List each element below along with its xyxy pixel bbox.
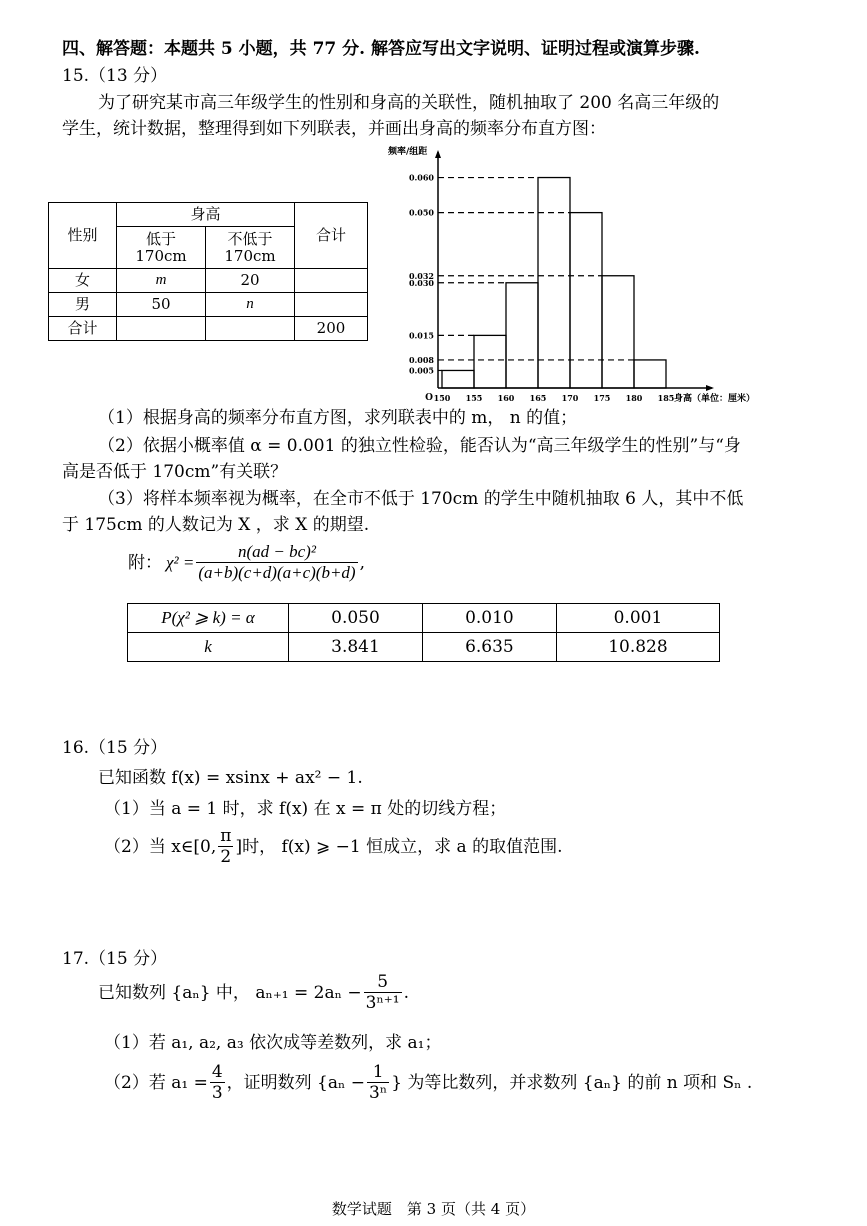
question-17-intro: [98, 972, 409, 1013]
page-footer: 数学试题 第 3 页（共 4 页）: [331, 1200, 536, 1218]
fraction-numerator: 4: [211, 1062, 223, 1082]
cell-total-low: [117, 317, 206, 341]
question-15-number: 15.（13 分）: [62, 66, 168, 86]
fraction-numerator: 1: [367, 1062, 389, 1083]
y-tick-label: 0.050: [408, 207, 434, 218]
row-label: 女: [49, 269, 117, 293]
question-15-part3-line1: （3）将样本频率视为概率，在全市不低于 170cm 的学生中随机抽取 6 人，其中不低: [98, 489, 744, 509]
geometric-term-fraction: [367, 1062, 389, 1103]
formula-lhs: χ² =: [166, 552, 195, 572]
q16-part2-text-a: （2）当 x∈[0,: [104, 836, 217, 857]
fraction-denominator: 3ⁿ: [369, 1083, 388, 1103]
x-tick-label: 175: [593, 393, 611, 403]
y-tick-label: 0.060: [408, 172, 434, 183]
gender-header: 性别: [49, 203, 117, 269]
origin-label: O: [425, 393, 433, 403]
question-15-part3-line2: 于 175cm 的人数记为 X ，求 X 的期望.: [62, 515, 370, 535]
question-15-intro-line1: 为了研究某市高三年级学生的性别和身高的关联性，随机抽取了 200 名高三年级的: [98, 93, 720, 113]
y-tick-label: 0.008: [408, 354, 434, 365]
q17-intro-text-a: 已知数列 {aₙ} 中， aₙ₊₁ = 2aₙ −: [98, 982, 362, 1003]
cell-female-total: [295, 269, 368, 293]
formula-numerator: n(ad − bc)²: [196, 542, 357, 563]
question-17-number: 17.（15 分）: [62, 949, 168, 969]
histogram-bar: [506, 283, 538, 388]
x-tick-label: 185: [657, 393, 675, 403]
q17-intro-text-b: .: [403, 982, 409, 1003]
cell-male-low: 50: [117, 293, 206, 317]
question-16-number: 16.（15 分）: [62, 738, 168, 758]
q17-part2-text-c: } 为等比数列，并求数列 {aₙ} 的前 n 项和 Sₙ .: [391, 1072, 753, 1093]
x-tick-label: 180: [625, 393, 643, 403]
chi-square-formula: 附： χ² = $\frac{\text{n(ad − bc)²}}{(a+b)(c+d)(a+c)(b+d)}$ ,: [128, 542, 365, 582]
q16-part2-text-b: ]时， f(x) ⩾ −1 恒成立，求 a 的取值范围.: [235, 836, 563, 857]
height-header: 身高: [117, 203, 295, 227]
cell-female-high: 20: [206, 269, 295, 293]
cell-total-high: [206, 317, 295, 341]
x-tick-label: 170: [561, 393, 579, 403]
x-tick-label: 150: [433, 393, 451, 403]
a1-fraction: [210, 1062, 225, 1103]
histogram-bar: [538, 178, 570, 388]
histogram-bar: [570, 213, 602, 388]
question-15-part2-line1: （2）依据小概率值 α = 0.001 的独立性检验，能否认为“高三年级学生的性别”与“身: [98, 436, 741, 456]
pi-over-two-fraction: [218, 826, 233, 867]
question-15-intro-line2: 学生，统计数据，整理得到如下列联表，并画出身高的频率分布直方图：: [62, 119, 606, 139]
contingency-table: [48, 202, 368, 341]
cell-male-total: [295, 293, 368, 317]
y-axis-label: 频率/组距: [388, 147, 428, 157]
formula-denominator: (a+b)(c+d)(a+c)(b+d): [198, 563, 356, 582]
question-15-part1: （1）根据身高的频率分布直方图，求列联表中的 m， n 的值；: [98, 408, 578, 428]
q17-part2-text-a: （2）若 a₁ =: [104, 1072, 208, 1093]
x-axis-arrow: [706, 385, 714, 391]
x-tick-label: 165: [529, 393, 547, 403]
section-header: 四、解答题：本题共 5 小题，共 77 分. 解答应写出文字说明、证明过程或演算步骤.: [62, 39, 700, 59]
k-value: 10.828: [556, 633, 719, 662]
y-tick-label: 0.032: [408, 270, 434, 281]
x-axis-label: 身高（单位：厘米）: [674, 394, 756, 404]
histogram-bar: [602, 276, 634, 388]
question-16-part1: （1）当 a = 1 时，求 f(x) 在 x = π 处的切线方程；: [104, 799, 507, 819]
table-row: [49, 293, 368, 317]
alpha-value: 0.050: [289, 604, 423, 633]
histogram-bar: [634, 360, 666, 388]
k-value: 6.635: [422, 633, 556, 662]
histogram-bar: [474, 335, 506, 388]
cell-m: m: [117, 269, 206, 293]
question-16-part2: [104, 826, 562, 867]
formula-fraction: [196, 542, 357, 583]
fraction-denominator: 3: [211, 1083, 223, 1103]
y-tick-label: 0.030: [408, 277, 434, 288]
ref-row2-label: k: [128, 633, 289, 662]
cell-n: n: [206, 293, 295, 317]
y-tick-label: 0.005: [408, 365, 434, 376]
question-17-part1: （1）若 a₁, a₂, a₃ 依次成等差数列，求 a₁；: [104, 1033, 442, 1053]
frequency-histogram: [380, 140, 820, 405]
row-label: 男: [49, 293, 117, 317]
k-value: 3.841: [289, 633, 423, 662]
fraction-denominator: 2: [220, 847, 232, 867]
high-height-header: 不低于 170cm: [206, 227, 295, 269]
histogram-bar: [442, 370, 474, 388]
recurrence-fraction: [364, 972, 402, 1013]
fraction-denominator: 3ⁿ⁺¹: [365, 993, 400, 1013]
x-tick-label: 155: [465, 393, 483, 403]
q17-part2-text-b: ，证明数列 {aₙ −: [226, 1072, 366, 1093]
question-17-part2: [104, 1062, 752, 1103]
row-label: 合计: [49, 317, 117, 341]
table-row: [49, 317, 368, 341]
y-tick-label: 0.015: [408, 330, 434, 341]
appendix-label: 附：: [128, 552, 162, 573]
x-tick-label: 160: [497, 393, 515, 403]
total-header: 合计: [295, 203, 368, 269]
fraction-numerator: 5: [364, 972, 402, 993]
question-16-intro: 已知函数 f(x) = xsinx + ax² − 1.: [98, 768, 363, 788]
alpha-value: 0.010: [422, 604, 556, 633]
low-height-header: 低于 170cm: [117, 227, 206, 269]
table-row: [49, 269, 368, 293]
ref-row1-label: P(χ² ⩾ k) = α: [128, 604, 289, 633]
critical-value-table: [127, 603, 720, 662]
y-axis-arrow: [435, 150, 441, 158]
question-15-part2-line2: 高是否低于 170cm”有关联？: [62, 462, 288, 482]
fraction-numerator: π: [220, 826, 232, 846]
cell-grand-total: 200: [295, 317, 368, 341]
alpha-value: 0.001: [556, 604, 719, 633]
